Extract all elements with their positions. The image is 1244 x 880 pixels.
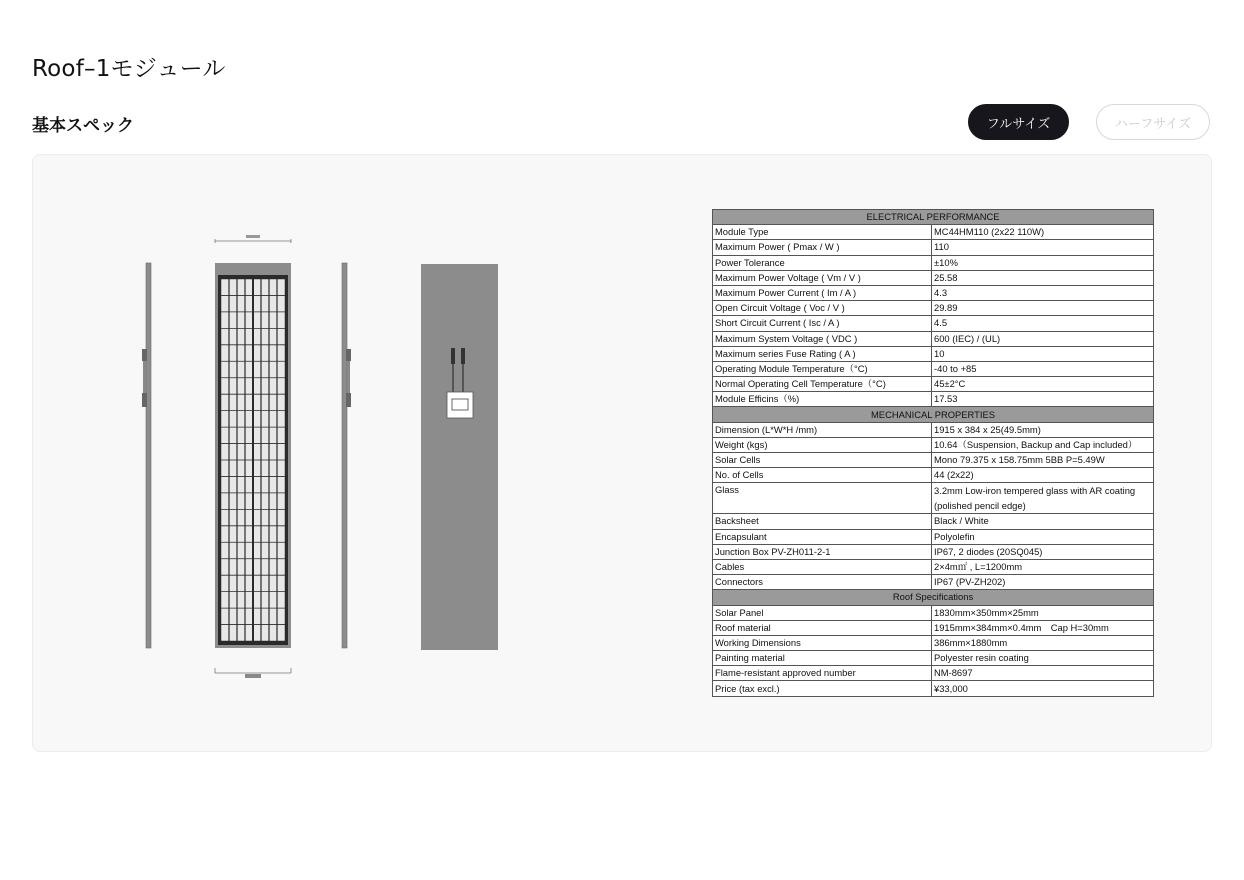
spec-value: 386mm×1880mm [932, 635, 1154, 650]
table-row [713, 422, 1154, 437]
table-row [713, 346, 1154, 361]
size-toggle [968, 104, 1210, 140]
table-row [713, 666, 1154, 681]
spec-label: Weight (kgs) [713, 437, 932, 452]
spec-value: ±10% [932, 255, 1154, 270]
spec-value: 110 [932, 240, 1154, 255]
table-row [713, 468, 1154, 483]
side-view-right [342, 263, 351, 648]
spec-label: Maximum Power ( Pmax / W ) [713, 240, 932, 255]
side-view-left [142, 263, 151, 648]
spec-label: Short Circuit Current ( Isc / A ) [713, 316, 932, 331]
table-row [713, 605, 1154, 620]
table-row [713, 620, 1154, 635]
spec-value: 3.2mm Low-iron tempered glass with AR coating (polished pencil edge) [932, 483, 1154, 514]
spec-value: 44 (2x22) [932, 468, 1154, 483]
mechanical-header: MECHANICAL PROPERTIES [713, 407, 1154, 422]
spec-value: 600 (IEC) / (UL) [932, 331, 1154, 346]
spec-label: Operating Module Temperature（°C) [713, 361, 932, 376]
table-row [713, 377, 1154, 392]
spec-label: Solar Panel [713, 605, 932, 620]
spec-label: Cables [713, 559, 932, 574]
junction-box-icon [447, 392, 473, 418]
roof-header-row [713, 590, 1154, 605]
spec-label: Maximum Power Voltage ( Vm / V ) [713, 270, 932, 285]
spec-label: Flame-resistant approved number [713, 666, 932, 681]
table-row [713, 240, 1154, 255]
spec-value: Polyolefin [932, 529, 1154, 544]
front-view [215, 263, 291, 648]
spec-label: Junction Box PV-ZH011-2-1 [713, 544, 932, 559]
spec-value: 45±2°C [932, 377, 1154, 392]
top-end-view [215, 235, 291, 243]
table-row [713, 529, 1154, 544]
table-row [713, 225, 1154, 240]
spec-label: No. of Cells [713, 468, 932, 483]
spec-label: Encapsulant [713, 529, 932, 544]
table-row [713, 651, 1154, 666]
table-row [713, 301, 1154, 316]
spec-value: 17.53 [932, 392, 1154, 407]
spec-value: 10.64（Suspension, Backup and Cap included） [932, 437, 1154, 452]
table-row [713, 361, 1154, 376]
electrical-header-row [713, 210, 1154, 225]
spec-label: Power Tolerance [713, 255, 932, 270]
spec-label: Price (tax excl.) [713, 681, 932, 696]
table-row [713, 331, 1154, 346]
back-view [421, 264, 498, 650]
spec-label: Module Type [713, 225, 932, 240]
spec-value: ¥33,000 [932, 681, 1154, 696]
spec-value: -40 to +85 [932, 361, 1154, 376]
spec-label: Module Efficins（%) [713, 392, 932, 407]
spec-value: 1915mm×384mm×0.4mm Cap H=30mm [932, 620, 1154, 635]
spec-value: IP67, 2 diodes (20SQ045) [932, 544, 1154, 559]
table-row [713, 453, 1154, 468]
spec-label: Maximum System Voltage ( VDC ) [713, 331, 932, 346]
table-row [713, 514, 1154, 529]
spec-panel [32, 154, 1212, 752]
spec-label: Roof material [713, 620, 932, 635]
table-row [713, 544, 1154, 559]
table-row [713, 392, 1154, 407]
spec-value: 10 [932, 346, 1154, 361]
spec-label: Dimension (L*W*H /mm) [713, 422, 932, 437]
spec-label: Open Circuit Voltage ( Voc / V ) [713, 301, 932, 316]
spec-value: 25.58 [932, 270, 1154, 285]
spec-label: Painting material [713, 651, 932, 666]
table-row [713, 559, 1154, 574]
spec-value: 1915 x 384 x 25(49.5mm) [932, 422, 1154, 437]
spec-label: Solar Cells [713, 453, 932, 468]
mechanical-header-row [713, 407, 1154, 422]
spec-label: Normal Operating Cell Temperature（°C) [713, 377, 932, 392]
table-row [713, 483, 1154, 514]
module-drawing [33, 155, 633, 753]
spec-label: Maximum Power Current ( Im / A ) [713, 285, 932, 300]
spec-table [712, 209, 1154, 697]
spec-label: Connectors [713, 575, 932, 590]
spec-value: Mono 79.375 x 158.75mm 5BB P=5.49W [932, 453, 1154, 468]
half-size-button[interactable]: ハーフサイズ [1096, 104, 1210, 140]
spec-label: Working Dimensions [713, 635, 932, 650]
spec-value: Black / White [932, 514, 1154, 529]
roof-header: Roof Specifications [713, 590, 1154, 605]
table-row [713, 270, 1154, 285]
table-row [713, 575, 1154, 590]
bottom-end-view [215, 668, 291, 678]
spec-value: 1830mm×350mm×25mm [932, 605, 1154, 620]
spec-value: Polyester resin coating [932, 651, 1154, 666]
spec-label: Glass [713, 483, 932, 514]
table-row [713, 316, 1154, 331]
spec-value: 4.5 [932, 316, 1154, 331]
table-row [713, 635, 1154, 650]
section-title: 基本スペック [32, 116, 134, 136]
spec-label: Backsheet [713, 514, 932, 529]
spec-label: Maximum series Fuse Rating ( A ) [713, 346, 932, 361]
spec-value: IP67 (PV-ZH202) [932, 575, 1154, 590]
table-row [713, 681, 1154, 696]
spec-value: NM-8697 [932, 666, 1154, 681]
table-row [713, 255, 1154, 270]
spec-value: 29.89 [932, 301, 1154, 316]
spec-value: 4.3 [932, 285, 1154, 300]
full-size-button[interactable]: フルサイズ [968, 104, 1069, 140]
table-row [713, 285, 1154, 300]
page-title: Roof–1モジュール [32, 56, 226, 82]
spec-value: MC44HM110 (2x22 110W) [932, 225, 1154, 240]
spec-value: 2×4m㎡ , L=1200mm [932, 559, 1154, 574]
electrical-header: ELECTRICAL PERFORMANCE [713, 210, 1154, 225]
table-row [713, 437, 1154, 452]
